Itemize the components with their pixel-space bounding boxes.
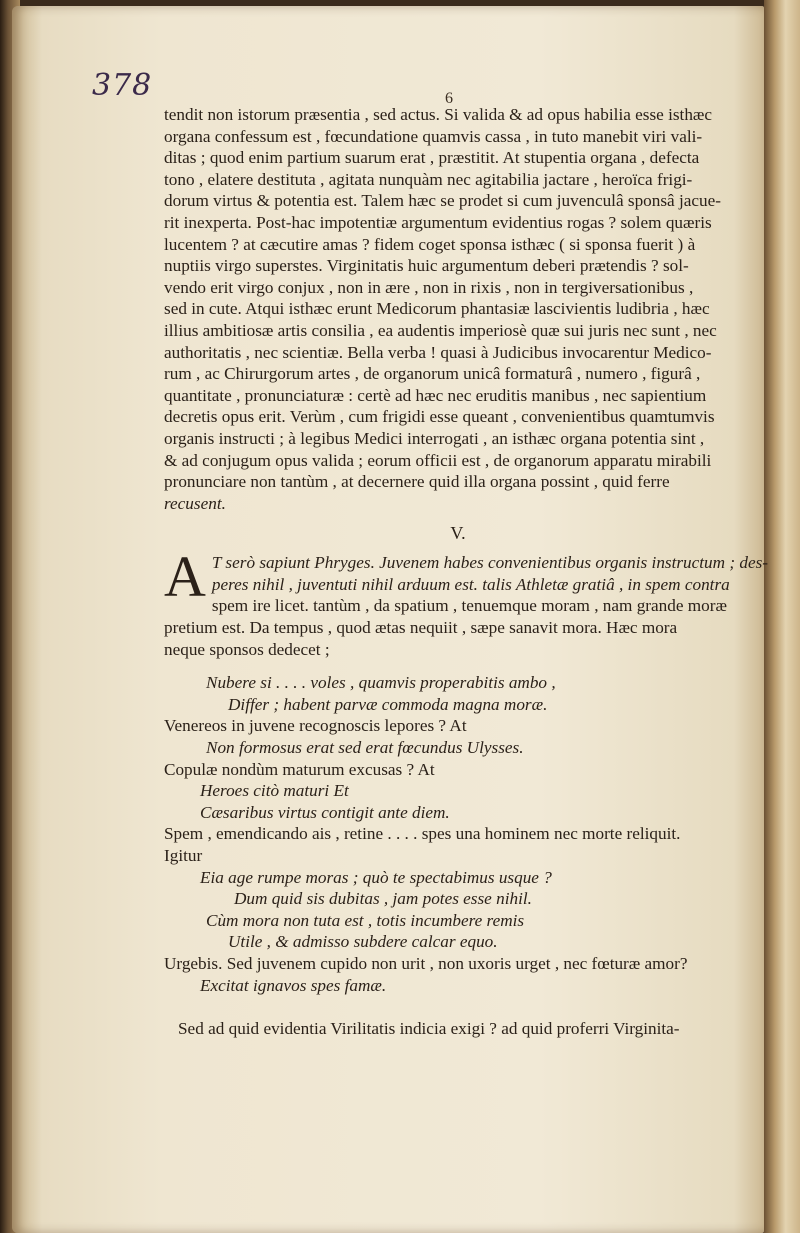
verse-line: Dum quid sis dubitas , jam potes esse nihil. [234,889,532,909]
verse-quote-3 [164,780,752,823]
text-line: vendo erit virgo conjux , non in ære , non in rixis , non in tergiversationibus , [164,277,694,297]
verse-line: Excitat ignavos spes famæ. [200,975,387,995]
paragraph-2 [164,544,769,660]
text-line: Copulæ nondùm maturum excusas ? At [164,759,435,779]
verse-line: Nubere si . . . . voles , quamvis properabitis ambo , [206,673,556,693]
text-line: lucentem ? at cæcutire amas ? fidem coget sponsa isthæc ( si sponsa fuerit ) à [164,234,696,254]
text-line: pretium est. Da tempus , quod ætas nequiit , sæpe sanavit mora. Hæc mora [164,618,678,638]
text-line: Spem , emendicando ais , retine . . . . spes una hominem nec morte reliquit. [164,824,681,844]
signature-mark: 6 [445,90,453,107]
text-line: Urgebis. Sed juvenem cupido non urit , non uxoris urget , nec fœturæ amor? [164,953,688,973]
verse-line: Non formosus erat sed erat fœcundus Ulysses. [206,738,524,758]
text-line: authoritatis , nec scientiæ. Bella verba ! quasi à Judicibus invocarentur Medico- [164,342,712,362]
text-line: tendit non istorum præsentia , sed actus. Si valida & ad opus habilia esse isthæc [164,105,713,124]
text-line: Igitur [164,846,203,865]
text-line: pronunciare non tantùm , at decernere quid illa organa possint , quid ferre [164,472,670,492]
text-line: ditas ; quod enim partium suarum erat , præstitit. At stupentia organa , defecta [164,148,700,168]
text-line: Venereos in juvene recognoscis lepores ? At [164,716,467,736]
text-line: T serò sapiunt Phryges. Juvenem habes convenientibus organis instructum ; des- [211,553,769,573]
text-line: nuptiis virgo superstes. Virginitatis huic argumentum deberi prætendis ? sol- [164,256,689,276]
section-heading: V. [450,523,466,544]
page-number: 378 [92,68,153,103]
text-line: Sed ad quid evidentia Virilitatis indicia exigi ? ad quid proferri Virginita- [178,1019,680,1039]
verse-line: Heroes citò maturi Et [200,781,349,801]
page-gutter [764,0,800,1233]
drop-capital: A [164,544,206,610]
text-line: tono , elatere destituta , agitata nunquàm nec agitabilia jactare , heroïca frigi- [164,169,693,189]
text-line: illius ambitiosæ artis consilia , ea audentis imperiosè quæ sui juris nec sunt , nec [164,320,717,340]
text-line: sed in cute. Atqui isthæc erunt Medicorum phantasiæ lascivientis ludibria , hæc [164,299,710,319]
text-line: organa confessum est , fœcundatione quamvis cassa , in tuto manebit viri vali- [164,126,703,146]
verse-line: Utile , & admisso subdere calcar equo. [228,932,498,952]
verse-quote-1 [164,672,752,715]
verse-quote-4 [164,867,752,953]
text-line: rit inexperta. Post-hac impotentiæ argumentum evidentius rogas ? solem quæris [164,212,712,232]
verse-line: Cùm mora non tuta est , totis incumbere remis [206,910,525,930]
text-line: recusent. [164,493,226,513]
page-body [164,104,769,1040]
verse-line: Cæsaribus virtus contigit ante diem. [200,802,450,822]
text-line: quantitate , pronunciaturæ : certè ad hæc nec eruditis manibus , nec sapientium [164,385,707,405]
text-line: rum , ac Chirurgorum artes , de organorum unicâ formaturâ , numero , figurâ , [164,364,701,384]
text-line: spem ire licet. tantùm , da spatium , tenuemque moram , nam grande moræ [211,596,727,616]
text-line: neque sponsos dedecet ; [164,639,330,659]
text-line: dorum virtus & potentia est. Talem hæc se prodet si cum juvenculâ sponsâ jacue- [164,191,721,211]
verse-line: Eia age rumpe moras ; quò te spectabimus usque ? [200,867,552,887]
text-line: decretis opus erit. Verùm , cum frigidi esse queant , convenientibus quamtumvis [164,407,715,427]
text-line: & ad conjugum opus valida ; eorum officii est , de organorum apparatu mirabili [164,450,712,470]
verse-line: Differ ; habent parvæ commoda magna moræ. [228,694,548,714]
paragraph-1 [164,104,752,514]
text-line: peres nihil , juventuti nihil arduum est. talis Athletæ gratiâ , in spem contra [211,574,730,594]
text-line: organis instructi ; à legibus Medici interrogati , an isthæc organa potentia sint , [164,428,705,448]
